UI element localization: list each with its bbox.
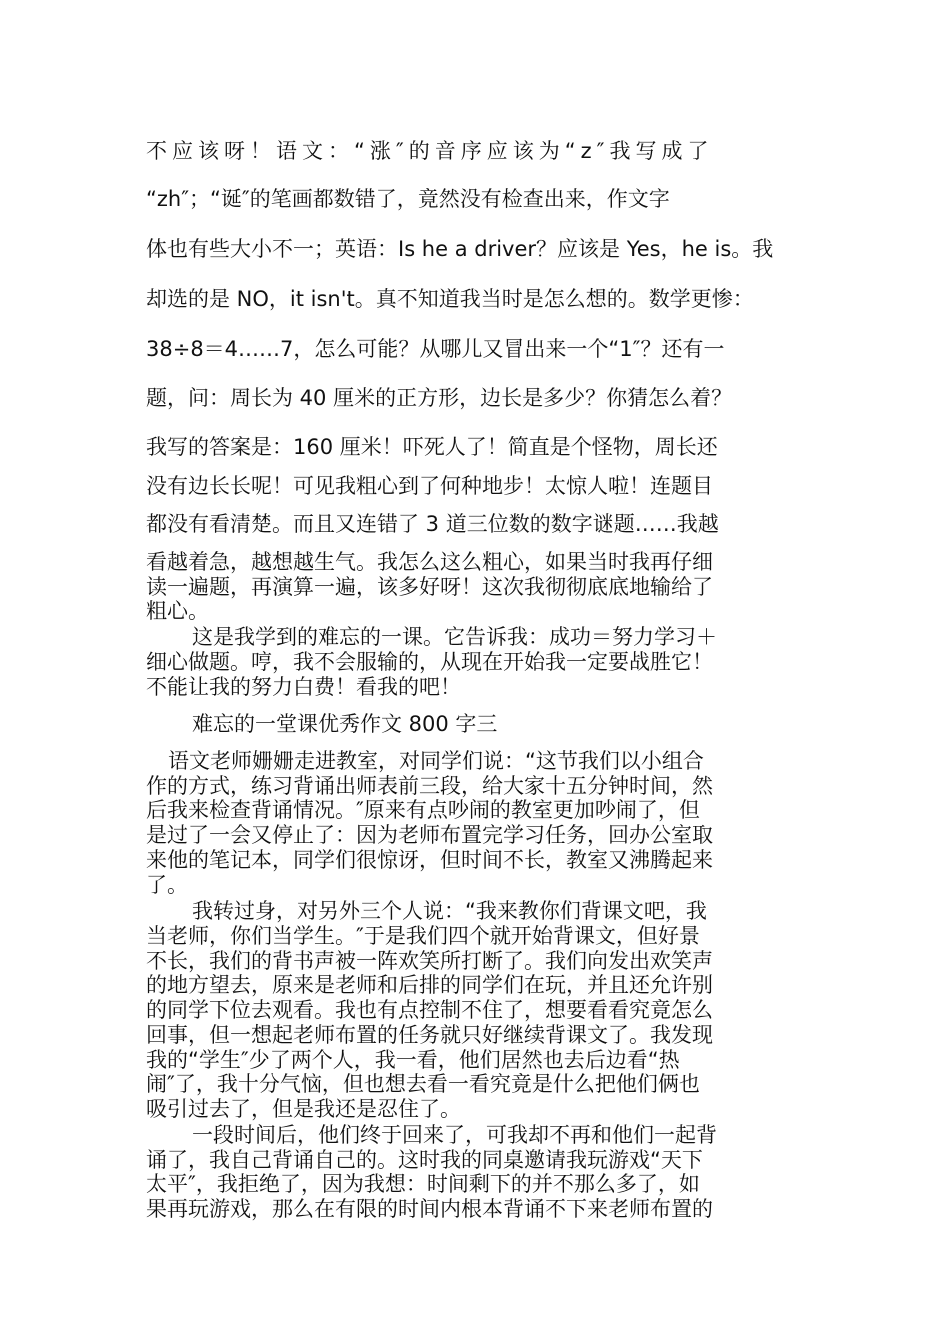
text-line: 都没有看清楚。而且又连错了 3 道三位数的数字谜题……我越	[146, 512, 719, 536]
paragraph-first-line: 一段时间后，他们终于回来了，可我却不再和他们一起背	[192, 1123, 717, 1147]
paragraph-first-line: 这是我学到的难忘的一课。它告诉我：成功＝努力学习＋	[192, 625, 717, 649]
text-line: 题，问：周长为 40 厘米的正方形，边长是多少？你猜怎么着？	[146, 386, 733, 410]
text-line: 读一遍题，再演算一遍，该多好呀！这次我彻彻底底地输给了	[146, 575, 713, 599]
text-line: 吸引过去了，但是我还是忍住了。	[146, 1097, 461, 1121]
text-line: 的同学下位去观看。我也有点控制不住了，想要看看究竟怎么	[146, 998, 713, 1022]
text-line: 果再玩游戏，那么在有限的时间内根本背诵不下来老师布置的	[146, 1197, 713, 1221]
text-line: 来他的笔记本，同学们很惊讶，但时间不长，教室又沸腾起来	[146, 848, 713, 872]
text-line: 太平″，我拒绝了，因为我想：时间剩下的并不那么多了，如	[146, 1172, 700, 1196]
text-line: 后我来检查背诵情况。″原来有点吵闹的教室更加吵闹了，但	[146, 798, 700, 822]
text-line: 了。	[146, 873, 188, 897]
text-line: 不能让我的努力白费！看我的吧！	[146, 675, 461, 699]
text-line: 回事，但一想起老师布置的任务就只好继续背课文了。我发现	[146, 1023, 713, 1047]
text-line: 我写的答案是：160 厘米！吓死人了！简直是个怪物，周长还	[146, 435, 718, 459]
text-line: 作的方式，练习背诵出师表前三段，给大家十五分钟时间，然	[146, 774, 713, 798]
paragraph-first-line: 我转过身，对另外三个人说：“我来教你们背课文吧，我	[192, 899, 707, 923]
text-line: 的地方望去，原来是老师和后排的同学们在玩，并且还允许别	[146, 973, 713, 997]
text-line: 闹″了，我十分气恼，但也想去看一看究竟是什么把他们俩也	[146, 1072, 700, 1096]
text-line: 当老师，你们当学生。″于是我们四个就开始背课文，但好景	[146, 924, 700, 948]
text-line: 粗心。	[146, 599, 209, 623]
text-line: “zh″；“诞″的笔画都数错了，竟然没有检查出来，作文字	[146, 187, 670, 211]
text-line: 却选的是 NO，it isn't。真不知道我当时是怎么想的。数学更惨：	[146, 287, 754, 311]
text-line: 是过了一会又停止了：因为老师布置完学习任务，回办公室取	[146, 823, 713, 847]
text-line: 我的“学生″少了两个人，我一看，他们居然也去后边看“热	[146, 1048, 680, 1072]
text-line: 没有边长长呢！可见我粗心到了何种地步！太惊人啦！连题目	[146, 474, 713, 498]
paragraph-first-line: 语文老师姗姗走进教室，对同学们说：“这节我们以小组合	[168, 749, 704, 773]
text-line: 不长，我们的背书声被一阵欢笑所打断了。我们向发出欢笑声	[146, 949, 713, 973]
section-heading: 难忘的一堂课优秀作文 800 字三	[192, 712, 498, 736]
text-line: 诵了，我自己背诵自己的。这时我的同桌邀请我玩游戏“天下	[146, 1148, 703, 1172]
text-line: 看越着急，越想越生气。我怎么这么粗心，如果当时我再仔细	[146, 550, 713, 574]
text-line: 细心做题。哼，我不会服输的，从现在开始我一定要战胜它！	[146, 650, 713, 674]
text-line: 体也有些大小不一；英语：Is he a driver？应该是 Yes，he is。我	[146, 237, 774, 261]
text-line: 38÷8＝4……7，怎么可能？从哪儿又冒出来一个“1″？还有一	[146, 337, 725, 361]
text-line: 不应该呀！语文：“涨″的音序应该为“z″我写成了	[146, 139, 714, 163]
